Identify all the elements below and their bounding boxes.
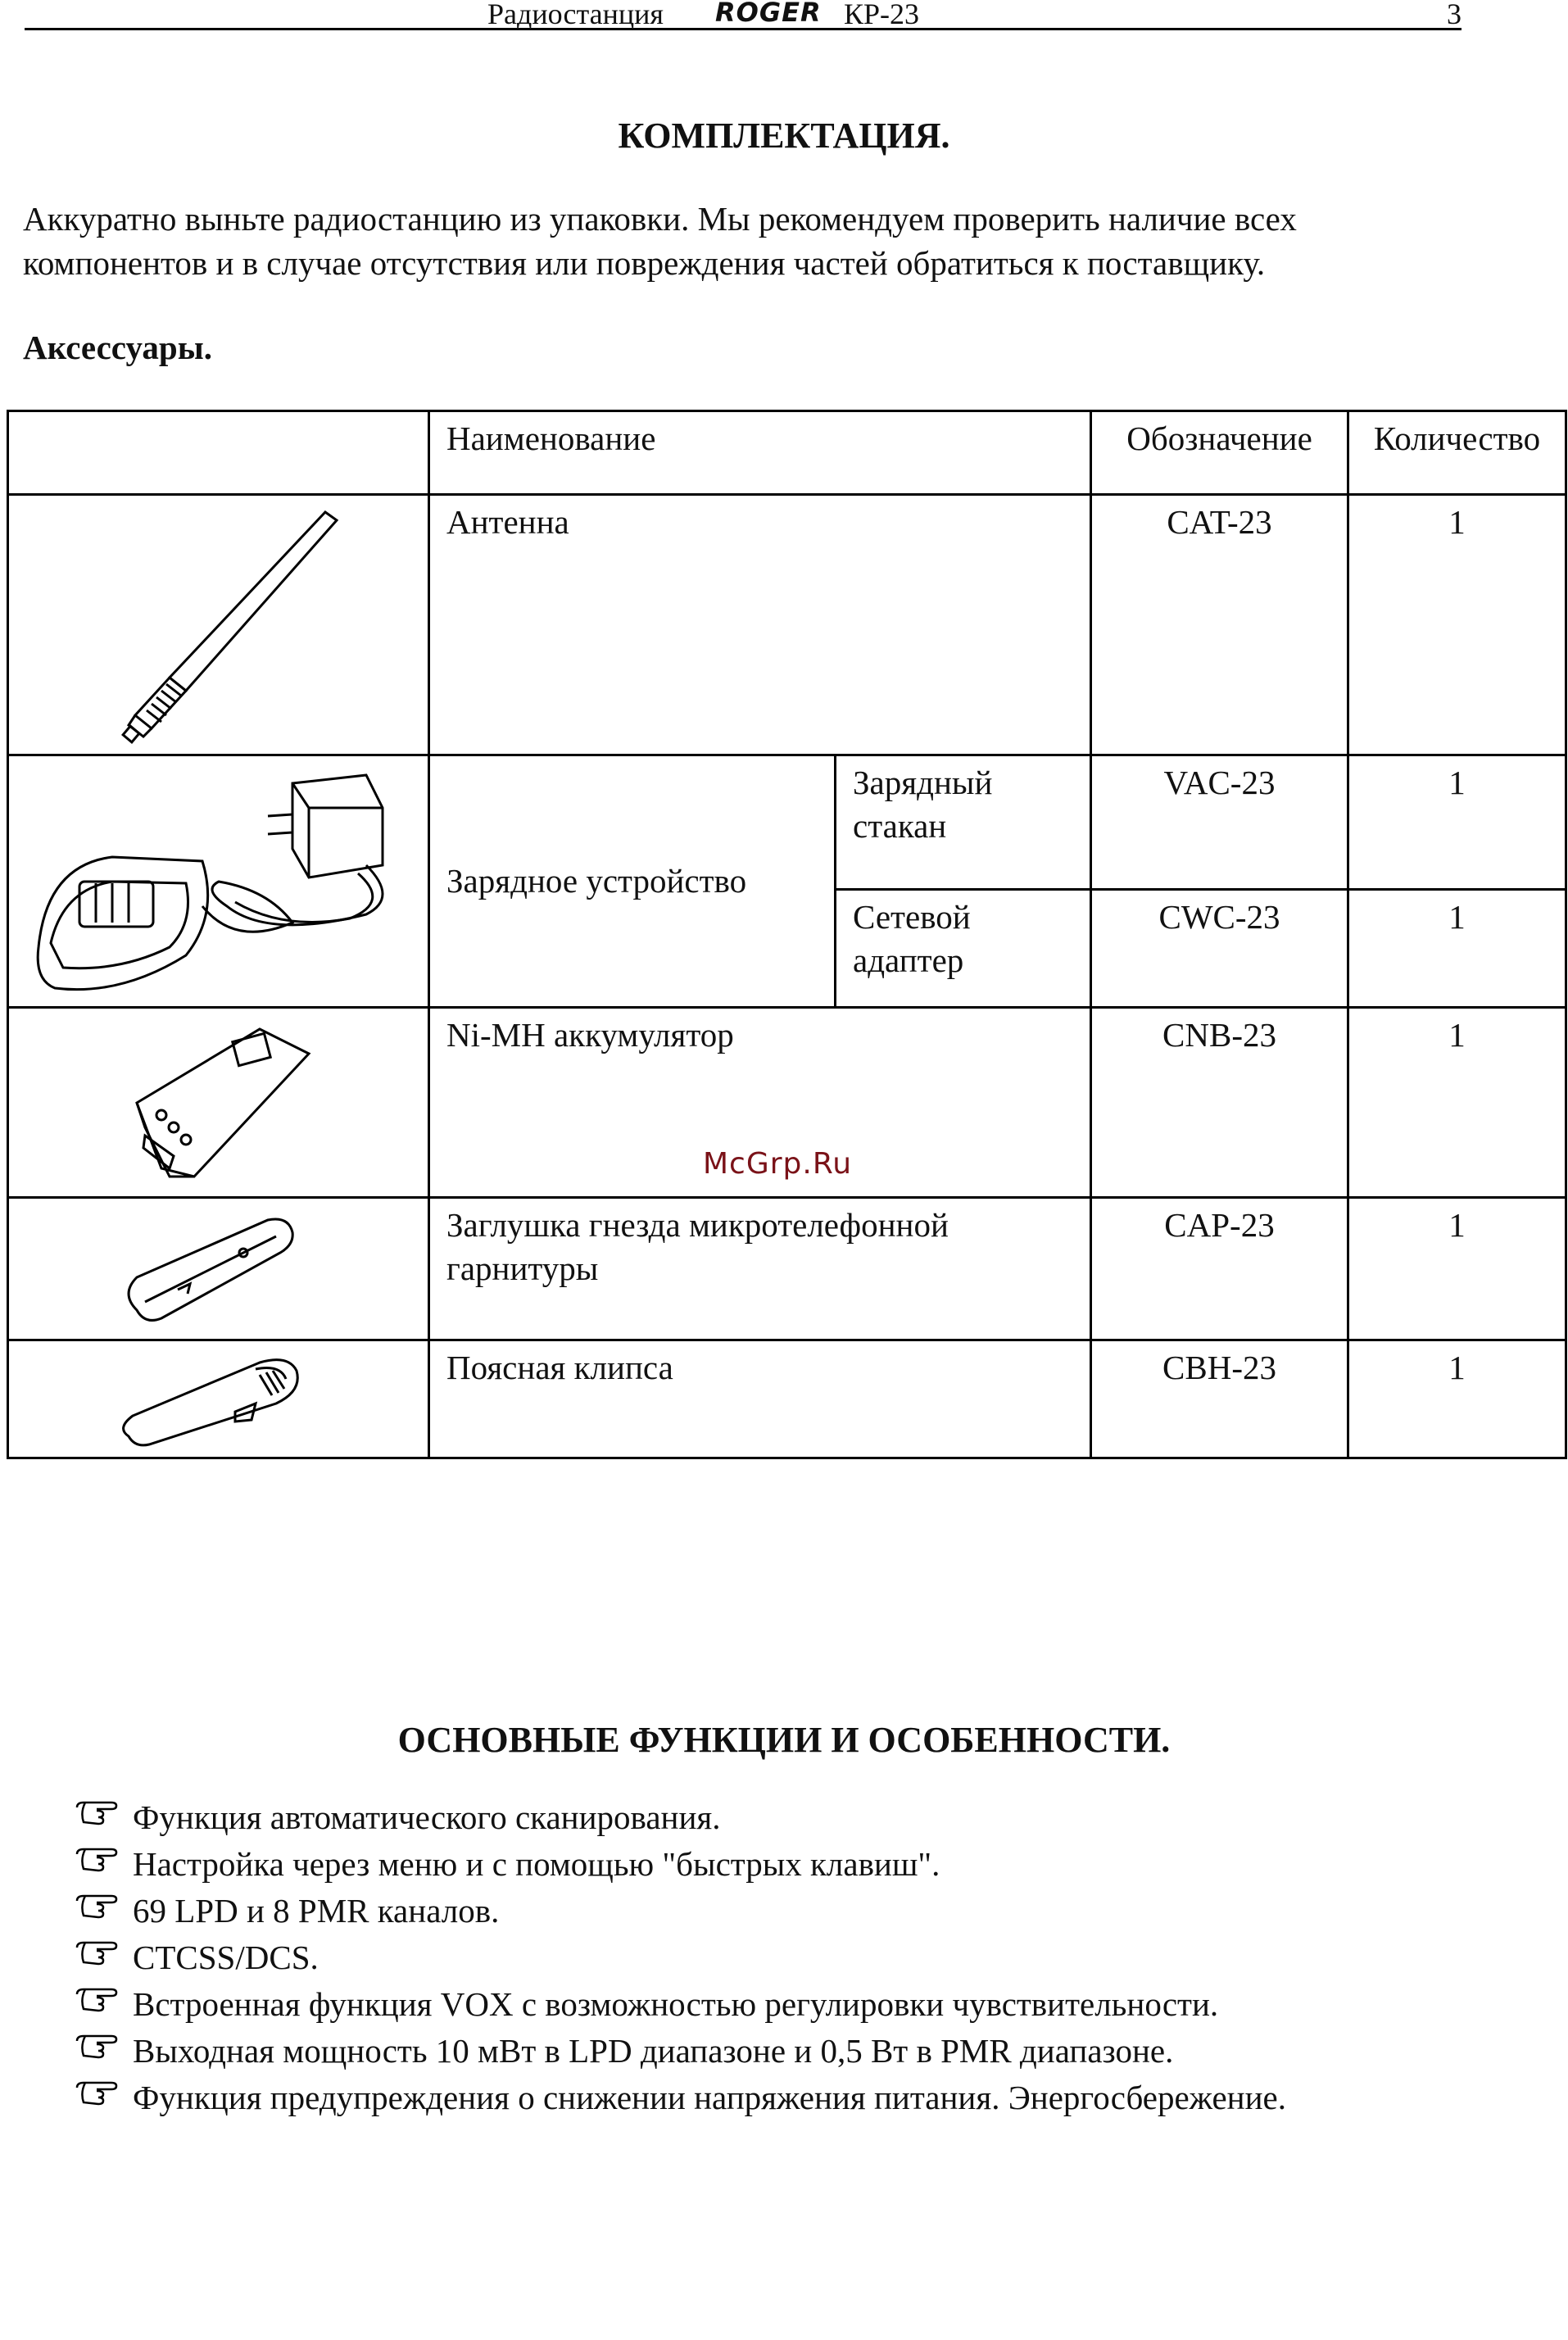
feature-text: CTCSS/DCS. [133, 1939, 319, 1976]
table-row-clip [8, 1340, 1566, 1458]
battery-icon [96, 1013, 342, 1193]
pointing-hand-icon [74, 1986, 120, 2016]
table-row-plug [8, 1198, 1566, 1340]
watermark: McGrp.Ru [703, 1147, 853, 1181]
header-model: КР-23 [844, 0, 920, 30]
list-item [74, 1794, 1516, 1841]
plug-code: CAP-23 [1091, 1198, 1348, 1340]
page-number: 3 [1447, 0, 1462, 30]
charger-image-cell [8, 755, 429, 1008]
battery-image-cell [8, 1008, 429, 1198]
charger-adapter-qty: 1 [1348, 890, 1566, 1008]
list-item [74, 1888, 1516, 1934]
pointing-hand-icon [74, 2033, 120, 2062]
battery-qty: 1 [1348, 1008, 1566, 1198]
features-list [74, 1794, 1516, 2121]
table-header-row [8, 411, 1566, 495]
plug-image-cell [8, 1198, 429, 1340]
pointing-hand-icon [74, 1939, 120, 1969]
charger-adapter-name: Сетевой адаптер [836, 890, 1091, 1008]
charger-cup-name: Зарядный стакан [836, 755, 1091, 890]
accessories-subtitle: Аксессуары. [23, 329, 212, 366]
charger-name: Зарядное устройство [429, 755, 836, 1008]
charger-adapter-code: CWC-23 [1091, 890, 1348, 1008]
page-header [25, 0, 1462, 30]
header-code: Обозначение [1091, 411, 1348, 495]
battery-name: Ni-MH аккумулятор [429, 1008, 1091, 1198]
clip-name: Поясная клипса [429, 1340, 1091, 1458]
clip-code: CBH-23 [1091, 1340, 1348, 1458]
list-item [74, 1934, 1516, 1981]
clip-image-cell [8, 1340, 429, 1458]
list-item [74, 1981, 1516, 2028]
feature-text: Настройка через меню и с помощью "быстрых клавиш". [133, 1845, 940, 1883]
pointing-hand-icon [74, 1799, 120, 1829]
pointing-hand-icon [74, 1893, 120, 1922]
feature-text: Встроенная функция VOX с возможностью регулировки чувствительности. [133, 1985, 1219, 2023]
antenna-qty: 1 [1348, 495, 1566, 755]
plug-icon [112, 1204, 325, 1335]
list-item [74, 1841, 1516, 1888]
pointing-hand-icon [74, 2079, 120, 2109]
plug-qty: 1 [1348, 1198, 1566, 1340]
pointing-hand-icon [74, 1846, 120, 1875]
antenna-code: CAT-23 [1091, 495, 1348, 755]
battery-code: CNB-23 [1091, 1008, 1348, 1198]
list-item [74, 2028, 1516, 2075]
feature-text: Выходная мощность 10 мВт в LPD диапазоне и 0,5 Вт в PMR диапазоне. [133, 2032, 1174, 2070]
header-image-cell [8, 411, 429, 495]
charger-cup-qty: 1 [1348, 755, 1566, 890]
section-title-features: ОСНОВНЫЕ ФУНКЦИИ И ОСОБЕННОСТИ. [397, 1720, 1171, 1760]
table-row-charger-cup [8, 755, 1566, 890]
section-title-kit: КОМПЛЕКТАЦИЯ. [618, 116, 950, 156]
header-name: Наименование [429, 411, 1091, 495]
belt-clip-icon [112, 1346, 325, 1453]
list-item [74, 2075, 1516, 2121]
feature-text: Функция автоматического сканирования. [133, 1798, 721, 1836]
accessories-table [7, 410, 1567, 1459]
plug-name: Заглушка гнезда микротелефонной гарнитуры [429, 1198, 1091, 1340]
antenna-image-cell [8, 495, 429, 755]
intro-paragraph: Аккуратно выньте радиостанцию из упаковки. Мы рекомендуем проверить наличие всех компонентов и в случае отсутствия или повреждения частей обратиться к поставщику. [23, 200, 1297, 282]
antenna-icon [88, 502, 350, 748]
header-product: Радиостанция [487, 0, 664, 30]
charger-icon [22, 759, 415, 1004]
charger-cup-code: VAC-23 [1091, 755, 1348, 890]
table-row-antenna [8, 495, 1566, 755]
header-qty: Количество [1348, 411, 1566, 495]
clip-qty: 1 [1348, 1340, 1566, 1458]
header-brand: ROGER [715, 0, 822, 28]
feature-text: 69 LPD и 8 PMR каналов. [133, 1892, 500, 1930]
antenna-name: Антенна [429, 495, 1091, 755]
feature-text: Функция предупреждения о снижении напряжения питания. Энергосбережение. [133, 2079, 1286, 2116]
